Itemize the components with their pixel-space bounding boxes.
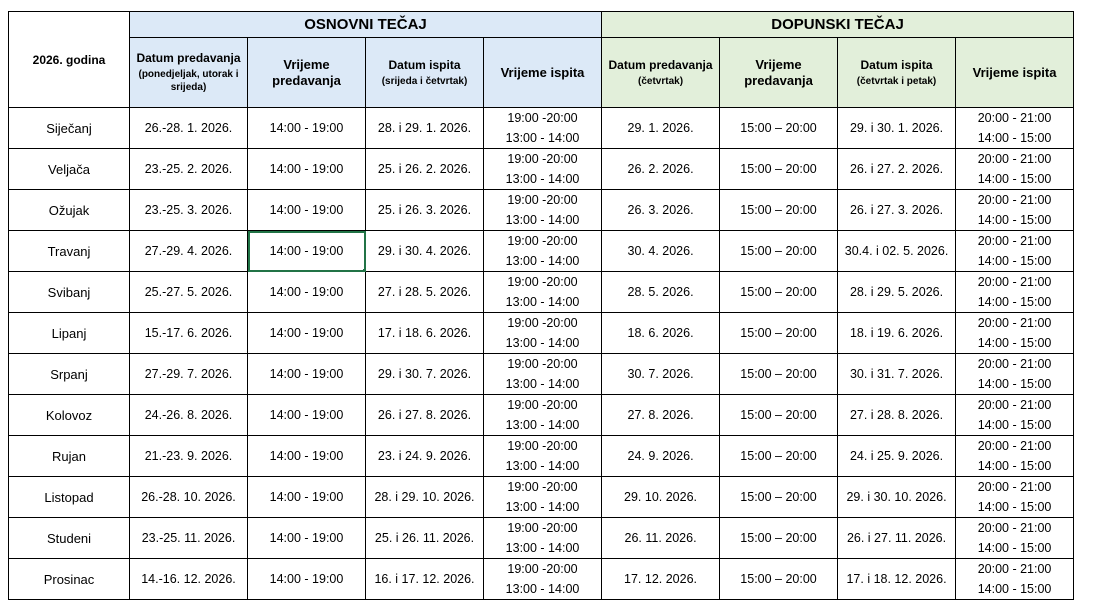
header-d-exam-date[interactable] [838, 38, 956, 108]
cell-o-exam-time[interactable] [484, 395, 602, 436]
exam-time-line-1: 19:00 -20:00 [507, 398, 578, 412]
cell-d-lecture-time[interactable]: 15:00 – 20:00 [720, 108, 838, 149]
cell-o-exam-date[interactable]: 17. i 18. 6. 2026. [366, 313, 484, 354]
cell-d-exam-time[interactable] [956, 518, 1074, 559]
exam-time-line-1: 19:00 -20:00 [507, 521, 578, 535]
cell-o-lecture-time[interactable]: 14:00 - 19:00 [248, 518, 366, 559]
cell-d-exam-date[interactable]: 30.4. i 02. 5. 2026. [838, 231, 956, 272]
cell-month[interactable]: Ožujak [9, 190, 130, 231]
exam-time-line-1: 20:00 - 21:00 [977, 357, 1052, 371]
exam-time-line-1: 20:00 - 21:00 [977, 275, 1052, 289]
cell-d-exam-time[interactable] [956, 272, 1074, 313]
cell-d-lecture-date[interactable]: 29. 1. 2026. [602, 108, 720, 149]
exam-time-line-1: 20:00 - 21:00 [977, 152, 1052, 166]
cell-d-exam-date[interactable]: 28. i 29. 5. 2026. [838, 272, 956, 313]
cell-o-exam-date[interactable]: 23. i 24. 9. 2026. [366, 436, 484, 477]
cell-o-exam-time[interactable] [484, 231, 602, 272]
table-row [9, 190, 1074, 231]
exam-time-line-2: 13:00 - 14:00 [505, 172, 580, 186]
cell-d-exam-time[interactable] [956, 231, 1074, 272]
cell-o-exam-date[interactable]: 25. i 26. 2. 2026. [366, 149, 484, 190]
exam-time-line-2: 14:00 - 15:00 [977, 254, 1052, 268]
exam-time-line-1: 19:00 -20:00 [507, 275, 578, 289]
cell-o-exam-date[interactable]: 25. i 26. 11. 2026. [366, 518, 484, 559]
cell-d-exam-time[interactable] [956, 108, 1074, 149]
cell-month[interactable]: Rujan [9, 436, 130, 477]
exam-time-line-1: 20:00 - 21:00 [977, 398, 1052, 412]
cell-o-exam-time[interactable] [484, 436, 602, 477]
header-o-exam-date[interactable] [366, 38, 484, 108]
exam-time-line-2: 14:00 - 15:00 [977, 213, 1052, 227]
cell-o-exam-date[interactable]: 28. i 29. 10. 2026. [366, 477, 484, 518]
cell-month[interactable]: Veljača [9, 149, 130, 190]
cell-d-lecture-time[interactable]: 15:00 – 20:00 [720, 395, 838, 436]
cell-o-lecture-time[interactable]: 14:00 - 19:00 [248, 149, 366, 190]
cell-d-lecture-time[interactable]: 15:00 – 20:00 [720, 477, 838, 518]
cell-o-lecture-date[interactable]: 21.-23. 9. 2026. [130, 436, 248, 477]
header-main: Vrijeme ispita [500, 64, 585, 80]
cell-o-lecture-time[interactable]: 14:00 - 19:00 [248, 108, 366, 149]
cell-d-lecture-date[interactable]: 27. 8. 2026. [602, 395, 720, 436]
cell-d-exam-time[interactable] [956, 190, 1074, 231]
exam-time-line-1: 20:00 - 21:00 [977, 480, 1052, 494]
cell-d-lecture-date[interactable]: 26. 11. 2026. [602, 518, 720, 559]
cell-month[interactable]: Svibanj [9, 272, 130, 313]
exam-time-line-2: 14:00 - 15:00 [977, 459, 1052, 473]
cell-d-lecture-date[interactable]: 24. 9. 2026. [602, 436, 720, 477]
cell-d-lecture-date[interactable]: 17. 12. 2026. [602, 559, 720, 600]
cell-d-exam-time[interactable] [956, 436, 1074, 477]
cell-d-lecture-time[interactable]: 15:00 – 20:00 [720, 231, 838, 272]
exam-time-line-2: 13:00 - 14:00 [505, 377, 580, 391]
cell-d-lecture-time[interactable]: 15:00 – 20:00 [720, 518, 838, 559]
header-main: Datum predavanja [608, 57, 713, 72]
exam-time-line-1: 20:00 - 21:00 [977, 316, 1052, 330]
header-main: Vrijeme ispita [972, 64, 1057, 80]
table-row [9, 313, 1074, 354]
cell-d-lecture-time[interactable]: 15:00 – 20:00 [720, 436, 838, 477]
header-sub: (četvrtak) [638, 75, 684, 87]
exam-time-line-1: 20:00 - 21:00 [977, 111, 1052, 125]
cell-month[interactable]: Kolovoz [9, 395, 130, 436]
cell-o-lecture-time[interactable]: 14:00 - 19:00 [248, 272, 366, 313]
exam-time-line-2: 13:00 - 14:00 [505, 459, 580, 473]
table-row [9, 149, 1074, 190]
cell-d-lecture-date[interactable]: 30. 7. 2026. [602, 354, 720, 395]
cell-month[interactable]: Lipanj [9, 313, 130, 354]
cell-o-lecture-date[interactable]: 23.-25. 11. 2026. [130, 518, 248, 559]
cell-d-exam-time[interactable] [956, 354, 1074, 395]
header-main: Vrijeme predavanja [744, 56, 813, 88]
cell-o-lecture-date[interactable]: 14.-16. 12. 2026. [130, 559, 248, 600]
cell-month[interactable]: Studeni [9, 518, 130, 559]
exam-time-line-2: 14:00 - 15:00 [977, 582, 1052, 596]
cell-o-exam-date[interactable]: 27. i 28. 5. 2026. [366, 272, 484, 313]
group-osnovni-header[interactable]: OSNOVNI TEČAJ [130, 12, 602, 38]
cell-d-lecture-date[interactable]: 18. 6. 2026. [602, 313, 720, 354]
cell-o-lecture-date[interactable]: 23.-25. 3. 2026. [130, 190, 248, 231]
cell-month[interactable]: Prosinac [9, 559, 130, 600]
cell-o-exam-time[interactable] [484, 108, 602, 149]
cell-d-exam-date[interactable]: 26. i 27. 3. 2026. [838, 190, 956, 231]
cell-o-lecture-date[interactable]: 26.-28. 1. 2026. [130, 108, 248, 149]
exam-time-line-2: 13:00 - 14:00 [505, 582, 580, 596]
exam-time-line-2: 13:00 - 14:00 [505, 295, 580, 309]
cell-o-exam-time[interactable] [484, 518, 602, 559]
cell-d-lecture-time[interactable]: 15:00 – 20:00 [720, 354, 838, 395]
cell-o-lecture-time[interactable]: 14:00 - 19:00 [248, 313, 366, 354]
exam-time-line-1: 19:00 -20:00 [507, 357, 578, 371]
exam-time-line-1: 19:00 -20:00 [507, 480, 578, 494]
header-main: Vrijeme predavanja [272, 56, 341, 88]
group-dopunski-header[interactable]: DOPUNSKI TEČAJ [602, 12, 1074, 38]
exam-time-line-2: 14:00 - 15:00 [977, 541, 1052, 555]
cell-d-lecture-time[interactable]: 15:00 – 20:00 [720, 190, 838, 231]
cell-o-exam-date[interactable]: 16. i 17. 12. 2026. [366, 559, 484, 600]
cell-o-lecture-date[interactable]: 23.-25. 2. 2026. [130, 149, 248, 190]
cell-d-lecture-date[interactable]: 29. 10. 2026. [602, 477, 720, 518]
cell-d-lecture-date[interactable]: 26. 3. 2026. [602, 190, 720, 231]
exam-time-line-2: 14:00 - 15:00 [977, 172, 1052, 186]
cell-o-exam-date[interactable]: 29. i 30. 4. 2026. [366, 231, 484, 272]
header-o-lecture-date[interactable] [130, 38, 248, 108]
cell-d-exam-time[interactable] [956, 395, 1074, 436]
cell-o-lecture-date[interactable]: 27.-29. 4. 2026. [130, 231, 248, 272]
cell-o-exam-date[interactable]: 26. i 27. 8. 2026. [366, 395, 484, 436]
cell-d-exam-time[interactable] [956, 477, 1074, 518]
header-d-lecture-date[interactable] [602, 38, 720, 108]
cell-o-exam-time[interactable] [484, 477, 602, 518]
exam-time-line-2: 13:00 - 14:00 [505, 213, 580, 227]
cell-d-lecture-date[interactable]: 30. 4. 2026. [602, 231, 720, 272]
table-row [9, 477, 1074, 518]
cell-o-lecture-time[interactable]: 14:00 - 19:00 [248, 477, 366, 518]
cell-o-lecture-time[interactable]: 14:00 - 19:00 [248, 559, 366, 600]
cell-d-exam-date[interactable]: 18. i 19. 6. 2026. [838, 313, 956, 354]
cell-o-exam-date[interactable]: 28. i 29. 1. 2026. [366, 108, 484, 149]
exam-time-line-1: 19:00 -20:00 [507, 316, 578, 330]
exam-time-line-2: 14:00 - 15:00 [977, 500, 1052, 514]
cell-o-lecture-time[interactable]: 14:00 - 19:00 [248, 190, 366, 231]
schedule-body [9, 108, 1074, 600]
cell-o-lecture-date[interactable]: 24.-26. 8. 2026. [130, 395, 248, 436]
cell-d-exam-date[interactable]: 29. i 30. 10. 2026. [838, 477, 956, 518]
cell-d-exam-time[interactable] [956, 313, 1074, 354]
exam-time-line-1: 20:00 - 21:00 [977, 439, 1052, 453]
cell-d-lecture-time[interactable]: 15:00 – 20:00 [720, 149, 838, 190]
exam-time-line-2: 13:00 - 14:00 [505, 254, 580, 268]
exam-time-line-2: 13:00 - 14:00 [505, 500, 580, 514]
year-label[interactable]: 2026. godina [9, 12, 130, 108]
exam-time-line-2: 14:00 - 15:00 [977, 336, 1052, 350]
cell-d-exam-date[interactable]: 29. i 30. 1. 2026. [838, 108, 956, 149]
cell-o-exam-time[interactable] [484, 149, 602, 190]
cell-month[interactable]: Travanj [9, 231, 130, 272]
cell-o-exam-time[interactable] [484, 559, 602, 600]
exam-time-line-1: 19:00 -20:00 [507, 193, 578, 207]
table-row [9, 108, 1074, 149]
header-sub: (četvrtak i petak) [856, 75, 937, 87]
exam-time-line-2: 13:00 - 14:00 [505, 131, 580, 145]
cell-o-lecture-date[interactable]: 26.-28. 10. 2026. [130, 477, 248, 518]
cell-o-lecture-date[interactable]: 15.-17. 6. 2026. [130, 313, 248, 354]
table-row [9, 231, 1074, 272]
exam-time-line-1: 20:00 - 21:00 [977, 234, 1052, 248]
cell-d-lecture-time[interactable]: 15:00 – 20:00 [720, 313, 838, 354]
exam-time-line-1: 19:00 -20:00 [507, 111, 578, 125]
schedule-table [8, 11, 1074, 600]
header-d-lecture-time[interactable] [720, 38, 838, 108]
cell-d-lecture-time[interactable]: 15:00 – 20:00 [720, 272, 838, 313]
cell-o-lecture-time[interactable]: 14:00 - 19:00 [248, 231, 366, 272]
cell-o-exam-time[interactable] [484, 272, 602, 313]
header-d-exam-time[interactable] [956, 38, 1074, 108]
exam-time-line-1: 19:00 -20:00 [507, 152, 578, 166]
exam-time-line-2: 14:00 - 15:00 [977, 377, 1052, 391]
header-o-exam-time[interactable] [484, 38, 602, 108]
cell-d-exam-date[interactable]: 27. i 28. 8. 2026. [838, 395, 956, 436]
cell-d-exam-date[interactable]: 26. i 27. 2. 2026. [838, 149, 956, 190]
cell-d-exam-date[interactable]: 24. i 25. 9. 2026. [838, 436, 956, 477]
cell-o-lecture-time[interactable]: 14:00 - 19:00 [248, 436, 366, 477]
exam-time-line-1: 19:00 -20:00 [507, 439, 578, 453]
cell-month[interactable]: Srpanj [9, 354, 130, 395]
header-sub: (ponedjeljak, utorak i srijeda) [138, 69, 239, 93]
header-sub: (srijeda i četvrtak) [381, 75, 468, 87]
table-row [9, 436, 1074, 477]
cell-d-exam-date[interactable]: 30. i 31. 7. 2026. [838, 354, 956, 395]
header-main: Datum predavanja [136, 51, 241, 65]
table-row [9, 272, 1074, 313]
cell-d-exam-time[interactable] [956, 559, 1074, 600]
cell-o-exam-time[interactable] [484, 354, 602, 395]
cell-o-exam-time[interactable] [484, 190, 602, 231]
cell-o-lecture-date[interactable]: 27.-29. 7. 2026. [130, 354, 248, 395]
cell-o-exam-time[interactable] [484, 313, 602, 354]
exam-time-line-2: 14:00 - 15:00 [977, 131, 1052, 145]
cell-month[interactable]: Siječanj [9, 108, 130, 149]
exam-time-line-1: 20:00 - 21:00 [977, 193, 1052, 207]
cell-o-lecture-date[interactable]: 25.-27. 5. 2026. [130, 272, 248, 313]
exam-time-line-2: 13:00 - 14:00 [505, 541, 580, 555]
exam-time-line-1: 19:00 -20:00 [507, 234, 578, 248]
table-row [9, 518, 1074, 559]
cell-d-exam-date[interactable]: 17. i 18. 12. 2026. [838, 559, 956, 600]
header-main: Datum ispita [388, 57, 461, 72]
table-row [9, 559, 1074, 600]
exam-time-line-1: 20:00 - 21:00 [977, 521, 1052, 535]
exam-time-line-1: 19:00 -20:00 [507, 562, 578, 576]
table-row [9, 395, 1074, 436]
cell-o-lecture-time[interactable]: 14:00 - 19:00 [248, 395, 366, 436]
fill-handle[interactable] [363, 269, 366, 272]
exam-time-line-2: 13:00 - 14:00 [505, 336, 580, 350]
header-o-lecture-time[interactable] [248, 38, 366, 108]
cell-d-lecture-date[interactable]: 28. 5. 2026. [602, 272, 720, 313]
exam-time-line-1: 20:00 - 21:00 [977, 562, 1052, 576]
exam-time-line-2: 13:00 - 14:00 [505, 418, 580, 432]
cell-month[interactable]: Listopad [9, 477, 130, 518]
header-main: Datum ispita [860, 57, 933, 72]
cell-o-lecture-time[interactable]: 14:00 - 19:00 [248, 354, 366, 395]
cell-o-exam-date[interactable]: 25. i 26. 3. 2026. [366, 190, 484, 231]
cell-o-exam-date[interactable]: 29. i 30. 7. 2026. [366, 354, 484, 395]
cell-d-lecture-date[interactable]: 26. 2. 2026. [602, 149, 720, 190]
cell-d-exam-date[interactable]: 26. i 27. 11. 2026. [838, 518, 956, 559]
table-row [9, 354, 1074, 395]
exam-time-line-2: 14:00 - 15:00 [977, 418, 1052, 432]
exam-time-line-2: 14:00 - 15:00 [977, 295, 1052, 309]
cell-d-exam-time[interactable] [956, 149, 1074, 190]
cell-d-lecture-time[interactable]: 15:00 – 20:00 [720, 559, 838, 600]
